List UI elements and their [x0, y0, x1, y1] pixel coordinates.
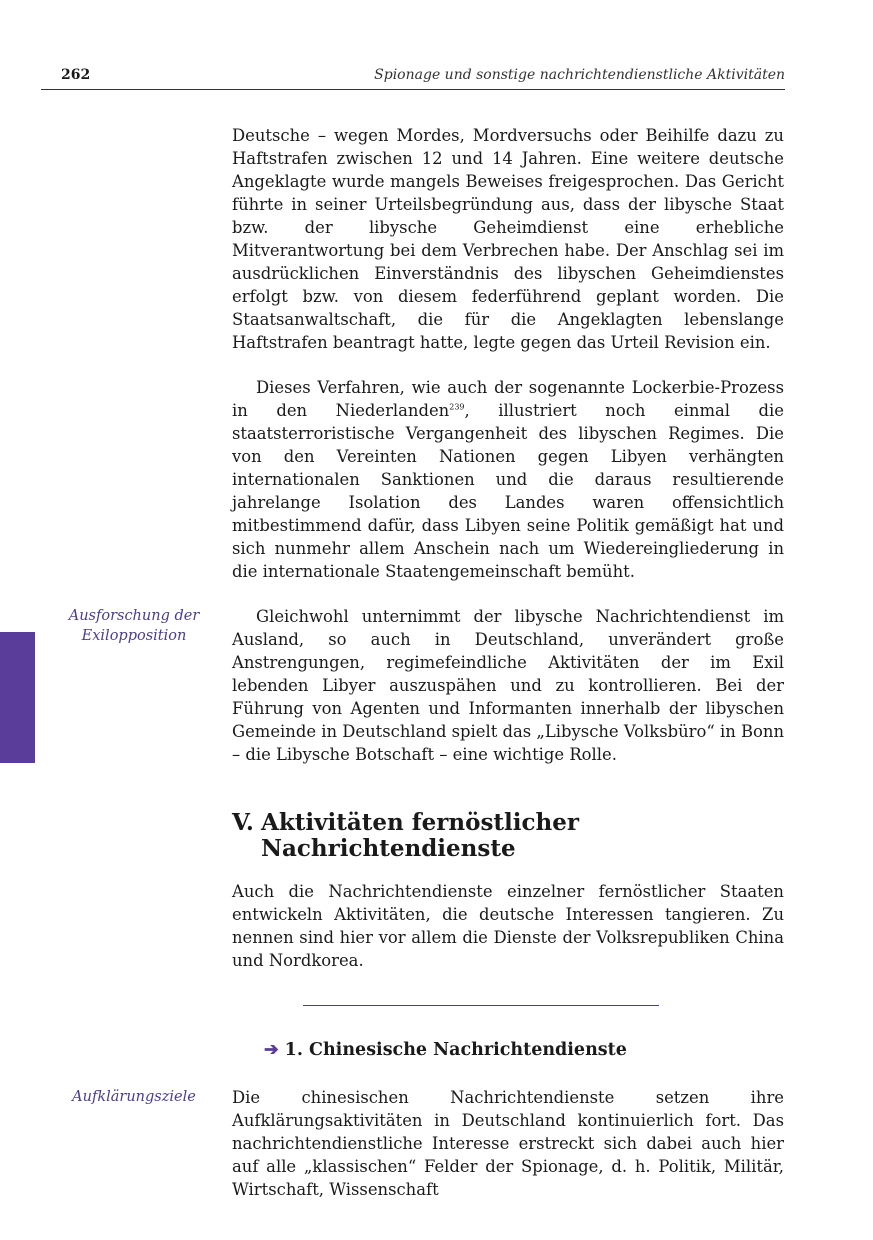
paragraph-libyan-service: Gleichwohl unternimmt der libysche Nachrichtendienst im Ausland, so auch in Deutschland, unverändert große Anstrengungen, regimefeindliche Aktivitäten der im Exil lebenden Libyer auszuspähen und zu kontrollieren. Bei der Führung von Agenten und Informanten innerhalb der libyschen Gemeinde in Deutschland spielt das „Libysche Volksbüro“ in Bonn – die Libysche Botschaft – eine wichtige Rolle. — [232, 607, 785, 764]
footnote-reference[interactable]: 239 — [449, 402, 465, 412]
running-title: Spionage und sonstige nachrichtendienstliche Aktivitäten — [374, 67, 785, 83]
paragraph-far-east: Auch die Nachrichtendienste einzelner fernöstlicher Staaten entwickeln Aktivitäten, die deutsche Interessen tangieren. Zu nennen sind hier vor allem die Dienste der Volksrepubliken China und Nordkorea. — [232, 882, 784, 970]
margin-note-reconnaissance-targets: Aufklärungsziele — [72, 1089, 196, 1105]
chapter-tab-marker — [0, 632, 35, 763]
subsection-heading — [264, 1040, 627, 1060]
paragraph-lockerbie-end: , illustriert noch einmal die staatsterroristische Vergangenheit des libyschen Regimes. Die von den Vereinten Nationen gegen Libyen verhängten internationalen Sanktionen und die daraus resultierende jahrelange Isolation des Landes waren offensichtlich mitbestimmend dafür, dass Libyen seine Politik gemäßigt hat und sich nunmehr allem Anschein nach um Wiedereingliederung in die internationale Staatengemeinschaft bemüht. — [232, 401, 784, 581]
paragraph-lockerbie-start: Dieses Verfahren, wie auch der sogenannte Lockerbie-Prozess in den Niederlanden — [232, 378, 784, 420]
paragraph-chinese-services: Die chinesischen Nachrichtendienste setzen ihre Aufklärungsaktivitäten in Deutschland kontinuierlich fort. Das nachrichtendienstliche Interesse erstreckt sich dabei auch hier auf alle „klassischen“ Felder der Spionage, d. h. Politik, Militär, Wirtschaft, Wissenschaft — [232, 1088, 784, 1199]
arrow-right-icon: ➔ — [264, 1040, 279, 1060]
subsection-title: 1. Chinesische Nachrichtendienste — [284, 1040, 627, 1060]
section-divider — [303, 1005, 659, 1006]
section-title: Aktivitäten fernöstlicher Nachrichtendienste — [261, 809, 579, 862]
section-heading — [232, 810, 784, 862]
page-number: 262 — [61, 67, 91, 83]
paragraph-lockerbie — [232, 376, 784, 583]
page-header — [41, 64, 785, 90]
section-number: V. — [232, 809, 254, 836]
margin-note-exile-opposition: Ausforschung der Exilopposition — [68, 608, 200, 644]
paragraph-verdict: Deutsche – wegen Mordes, Mordversuchs oder Beihilfe dazu zu Haftstrafen zwischen 12 und 14 Jahren. Eine weitere deutsche Angeklagte wurde mangels Beweises freigesprochen. Das Gericht führte in seiner Urteilsbegründung aus, dass der libysche Staat bzw. der libysche Geheimdienst eine erhebliche Mitverantwortung bei dem Verbrechen habe. Der Anschlag sei im ausdrücklichen Einverständnis des libyschen Geheimdienstes erfolgt bzw. von diesem federführend geplant worden. Die Staatsanwaltschaft, die für die Angeklagten lebenslange Haftstrafen beantragt hatte, legte gegen das Urteil Revision ein. — [232, 126, 784, 352]
